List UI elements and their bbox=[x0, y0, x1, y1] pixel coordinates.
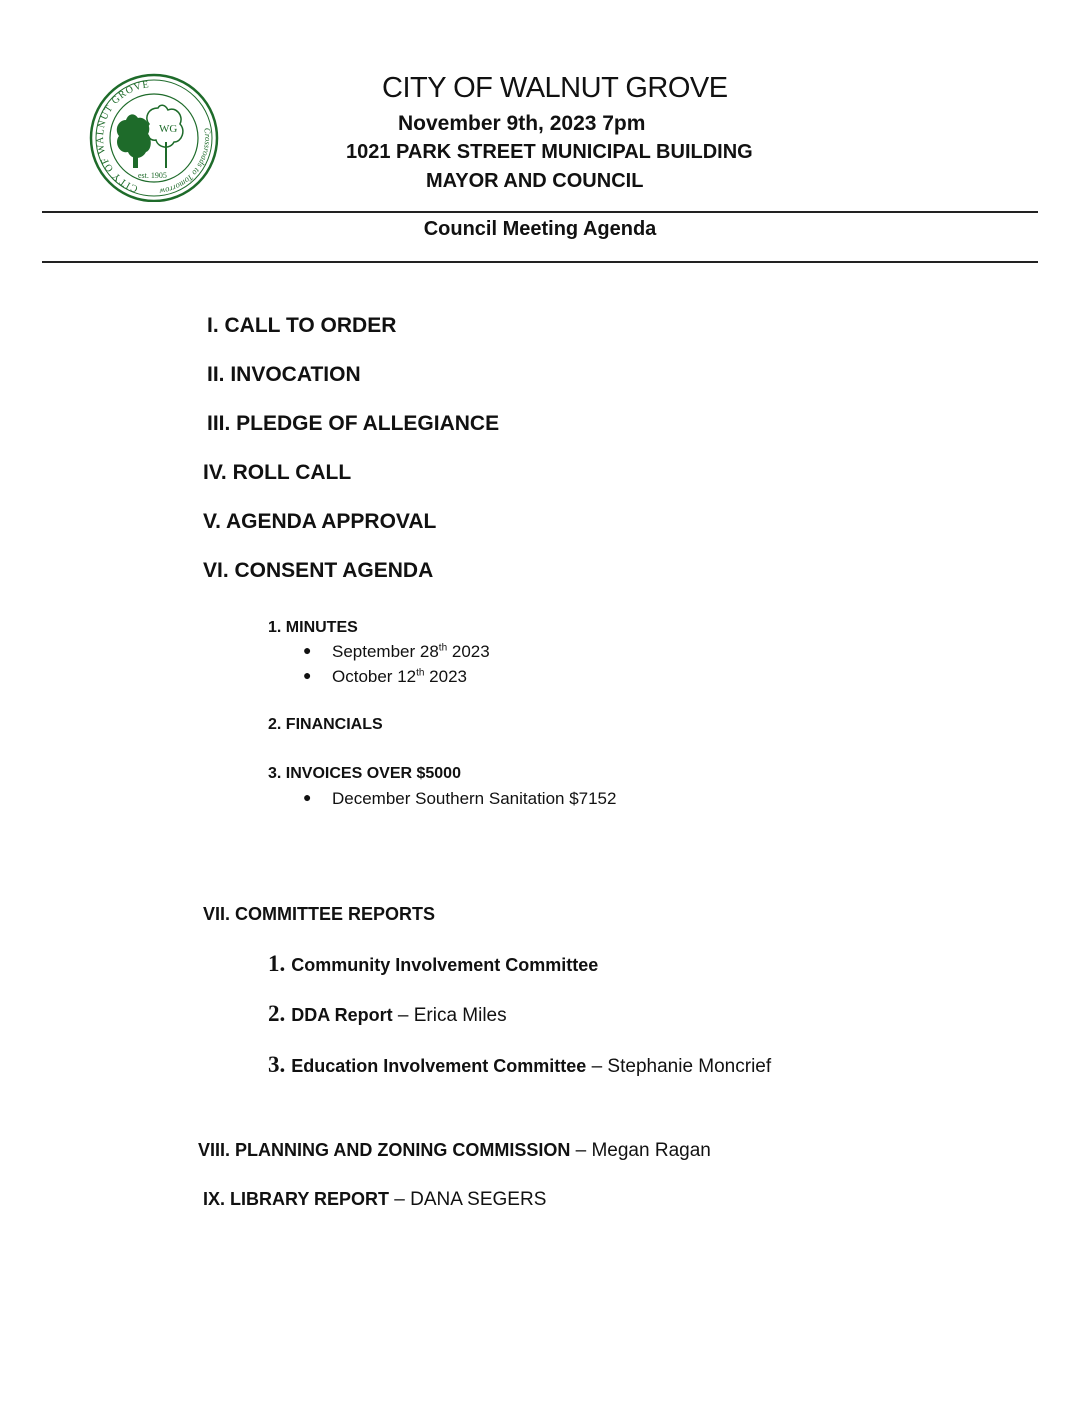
invoice-item: ● December Southern Sanitation $7152 bbox=[303, 789, 617, 808]
seal-motto: Crossroads to Tomorrow bbox=[158, 127, 214, 197]
minutes-item: ● October 12th 2023 bbox=[303, 667, 467, 686]
bottom-divider bbox=[42, 261, 1038, 263]
agenda-item-roll-call: IV. ROLL CALL bbox=[203, 461, 352, 484]
agenda-item-planning-zoning: VIII. PLANNING AND ZONING COMMISSION – Megan Ragan bbox=[198, 1140, 711, 1161]
consent-invoices-heading: 3. INVOICES OVER $5000 bbox=[268, 765, 461, 782]
seal-ring-text: CITY OF WALNUT GROVE bbox=[94, 79, 151, 195]
seal-established: est. 1905 bbox=[138, 171, 167, 180]
page-title: CITY OF WALNUT GROVE bbox=[382, 72, 728, 104]
meeting-date-time: November 9th, 2023 7pm bbox=[398, 112, 646, 135]
bullet-icon: ● bbox=[303, 789, 312, 805]
agenda-item-consent-agenda: VI. CONSENT AGENDA bbox=[203, 559, 434, 582]
city-seal-logo bbox=[86, 72, 222, 202]
bullet-icon: ● bbox=[303, 667, 312, 683]
agenda-item-invocation: II. INVOCATION bbox=[207, 363, 361, 386]
agenda-subtitle: Council Meeting Agenda bbox=[423, 218, 657, 240]
seal-monogram: WG bbox=[159, 123, 178, 135]
consent-financials-heading: 2. FINANCIALS bbox=[268, 716, 383, 733]
agenda-item-pledge: III. PLEDGE OF ALLEGIANCE bbox=[207, 412, 500, 435]
committee-report-item: 3. Education Involvement Committee – Stephanie Moncrief bbox=[268, 1052, 772, 1077]
committee-report-item: 1. Community Involvement Committee bbox=[268, 951, 599, 976]
agenda-item-library-report: IX. LIBRARY REPORT – DANA SEGERS bbox=[203, 1189, 547, 1210]
tree-icon bbox=[117, 105, 183, 168]
minutes-item: ● September 28th 2023 bbox=[303, 642, 490, 661]
agenda-item-call-to-order: I. CALL TO ORDER bbox=[207, 314, 397, 337]
consent-minutes-heading: 1. MINUTES bbox=[268, 619, 358, 636]
meeting-address: 1021 PARK STREET MUNICIPAL BUILDING bbox=[346, 141, 753, 163]
agenda-item-agenda-approval: V. AGENDA APPROVAL bbox=[203, 510, 437, 533]
top-divider bbox=[42, 211, 1038, 213]
meeting-body: MAYOR AND COUNCIL bbox=[426, 170, 644, 192]
agenda-item-committee-reports: VII. COMMITTEE REPORTS bbox=[203, 904, 436, 924]
bullet-icon: ● bbox=[303, 642, 312, 658]
committee-report-item: 2. DDA Report – Erica Miles bbox=[268, 1001, 507, 1026]
